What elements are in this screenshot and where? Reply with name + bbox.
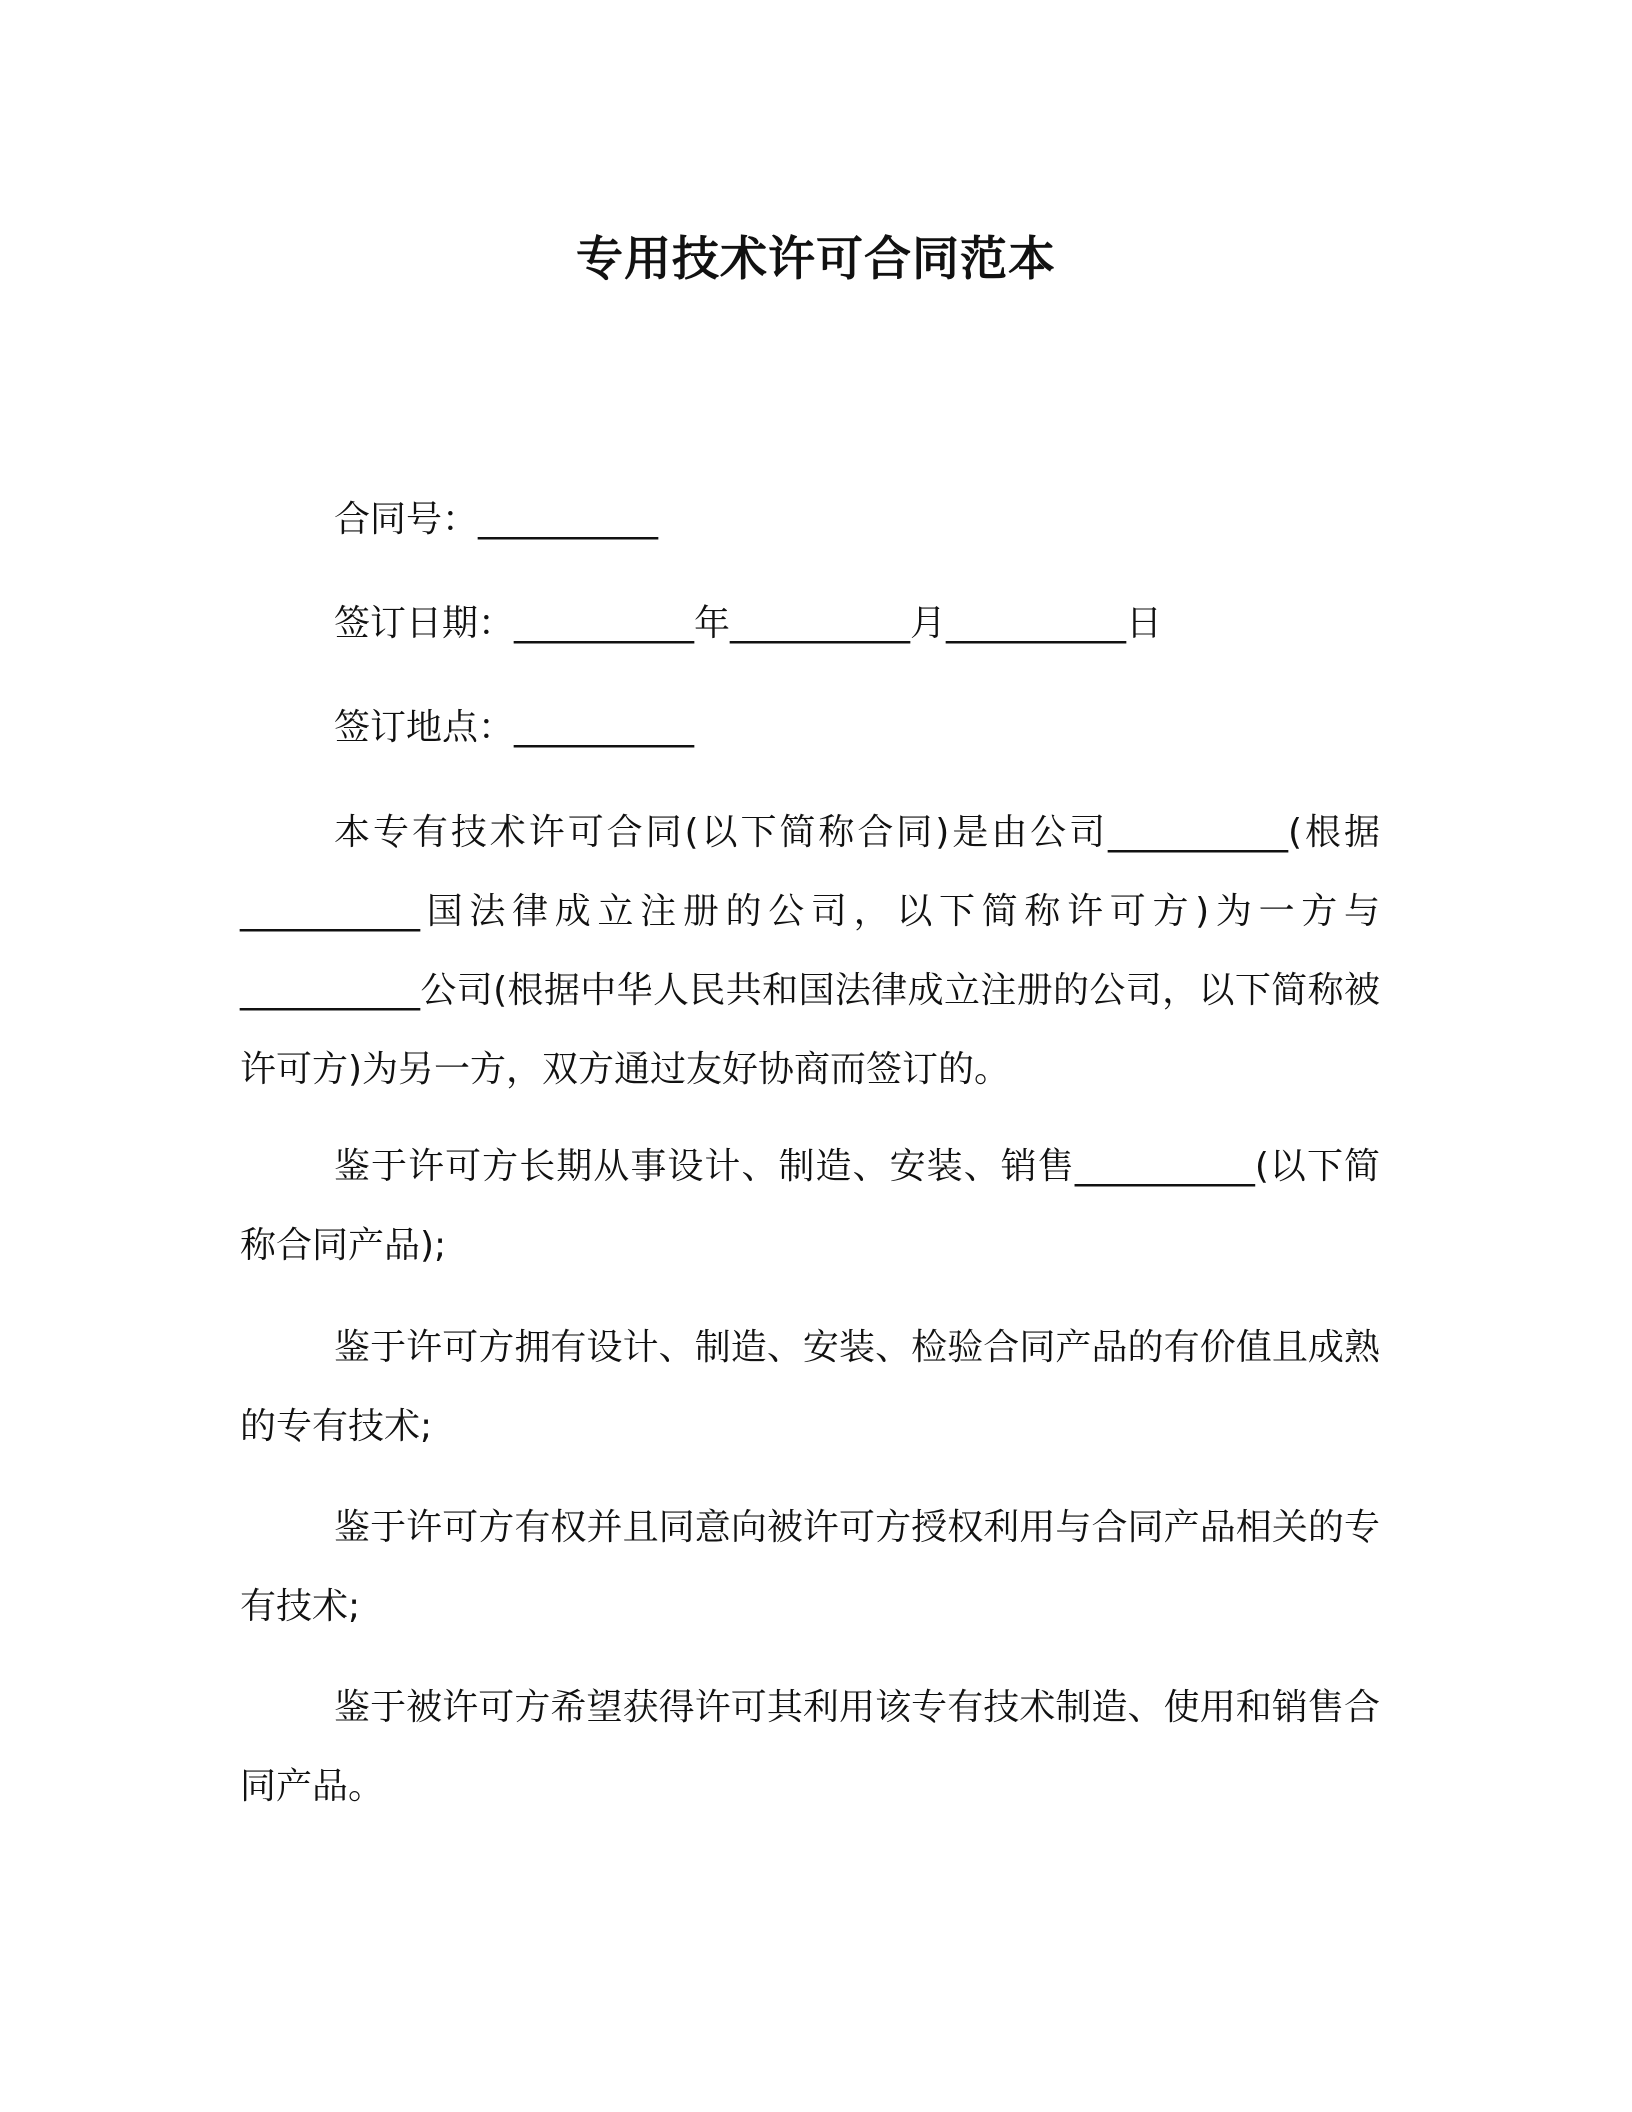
signing-date-field: 签订日期：__________年__________月__________日 bbox=[334, 603, 1163, 644]
paragraph-whereas-business: 鉴于许可方长期从事设计、制造、安装、销售__________(以下简称合同产品); bbox=[240, 1146, 1380, 1266]
document-title: 专用技术许可合同范本 bbox=[576, 232, 1056, 287]
paragraph-whereas-authority: 鉴于许可方有权并且同意向被许可方授权利用与合同产品相关的专有技术; bbox=[240, 1507, 1380, 1627]
signing-place-field: 签订地点：__________ bbox=[334, 707, 695, 748]
paragraph-whereas-licensee: 鉴于被许可方希望获得许可其利用该专有技术制造、使用和销售合同产品。 bbox=[240, 1687, 1380, 1807]
paragraph-whereas-knowhow: 鉴于许可方拥有设计、制造、安装、检验合同产品的有价值且成熟的专有技术; bbox=[240, 1327, 1380, 1447]
paragraph-parties: 本专有技术许可合同(以下简称合同)是由公司__________(根据__________国法律成立注册的公司，以下简称许可方)为一方与__________公司(根据中华人民共和国法律成立注册的公司，以下简称被许可方)为另一方，双方通过友好协商而签订的。 bbox=[240, 812, 1380, 1090]
contract-number-field: 合同号：__________ bbox=[334, 499, 659, 540]
